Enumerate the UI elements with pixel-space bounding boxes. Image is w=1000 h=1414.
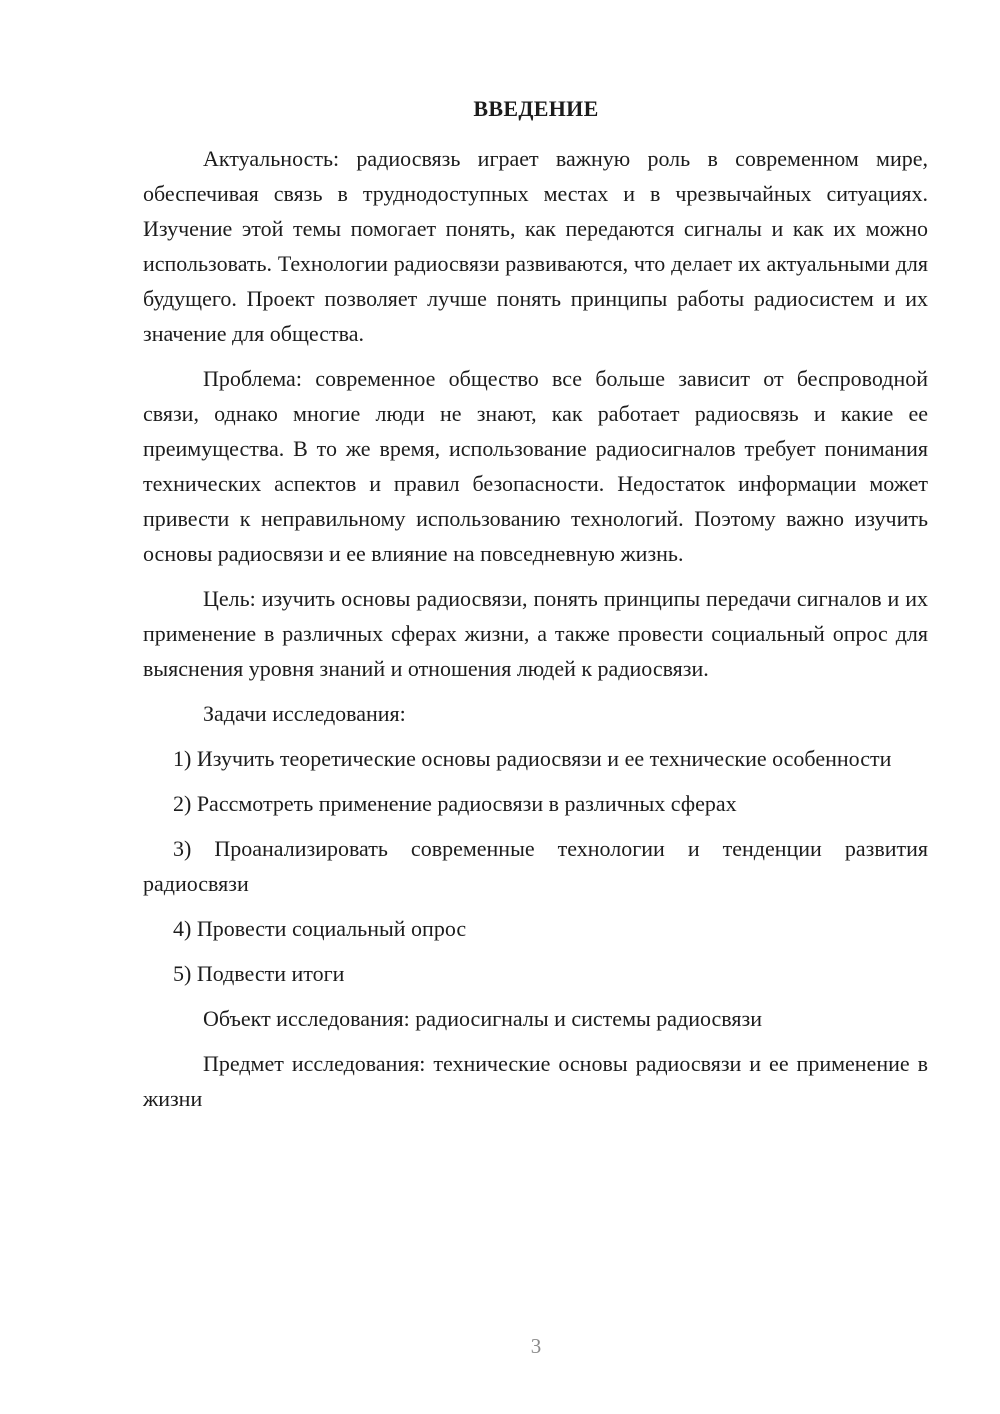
task-item-3: 3) Проанализировать современные технологии и тенденции развития радиосвязи bbox=[143, 836, 928, 896]
paragraph-goal: Цель: изучить основы радиосвязи, понять принципы передачи сигналов и их применение в различных сферах жизни, а также провести социальный опрос для выяснения уровня знаний и отношения людей к радиосвязи. bbox=[143, 586, 928, 681]
page-title: ВВЕДЕНИЕ bbox=[473, 96, 599, 121]
research-object: Объект исследования: радиосигналы и системы радиосвязи bbox=[203, 1006, 762, 1031]
task-item-2: 2) Рассмотреть применение радиосвязи в различных сферах bbox=[173, 791, 737, 816]
paragraph-problem: Проблема: современное общество все больше зависит от беспроводной связи, однако многие люди не знают, как работает радиосвязь и какие ее преимущества. В то же время, использование радиосигналов требует понимания технических аспектов и правил безопасности. Недостаток информации может привести к неправильному использованию технологий. Поэтому важно изучить основы радиосвязи и ее влияние на повседневную жизнь. bbox=[143, 366, 928, 566]
tasks-heading: Задачи исследования: bbox=[203, 701, 406, 726]
task-item-1: 1) Изучить теоретические основы радиосвязи и ее технические особенности bbox=[173, 746, 892, 771]
task-item-5: 5) Подвести итоги bbox=[173, 961, 345, 986]
paragraph-relevance: Актуальность: радиосвязь играет важную роль в современном мире, обеспечивая связь в труднодоступных местах и в чрезвычайных ситуациях. Изучение этой темы помогает понять, как передаются сигналы и как их можно использовать. Технологии радиосвязи развиваются, что делает их актуальными для будущего. Проект позволяет лучше понять принципы работы радиосистем и их значение для общества. bbox=[143, 146, 928, 346]
task-item-4: 4) Провести социальный опрос bbox=[173, 916, 467, 941]
body-text bbox=[143, 141, 928, 1126]
research-subject: Предмет исследования: технические основы радиосвязи и ее применение в жизни bbox=[143, 1051, 928, 1111]
page-number: 3 bbox=[530, 1334, 542, 1358]
